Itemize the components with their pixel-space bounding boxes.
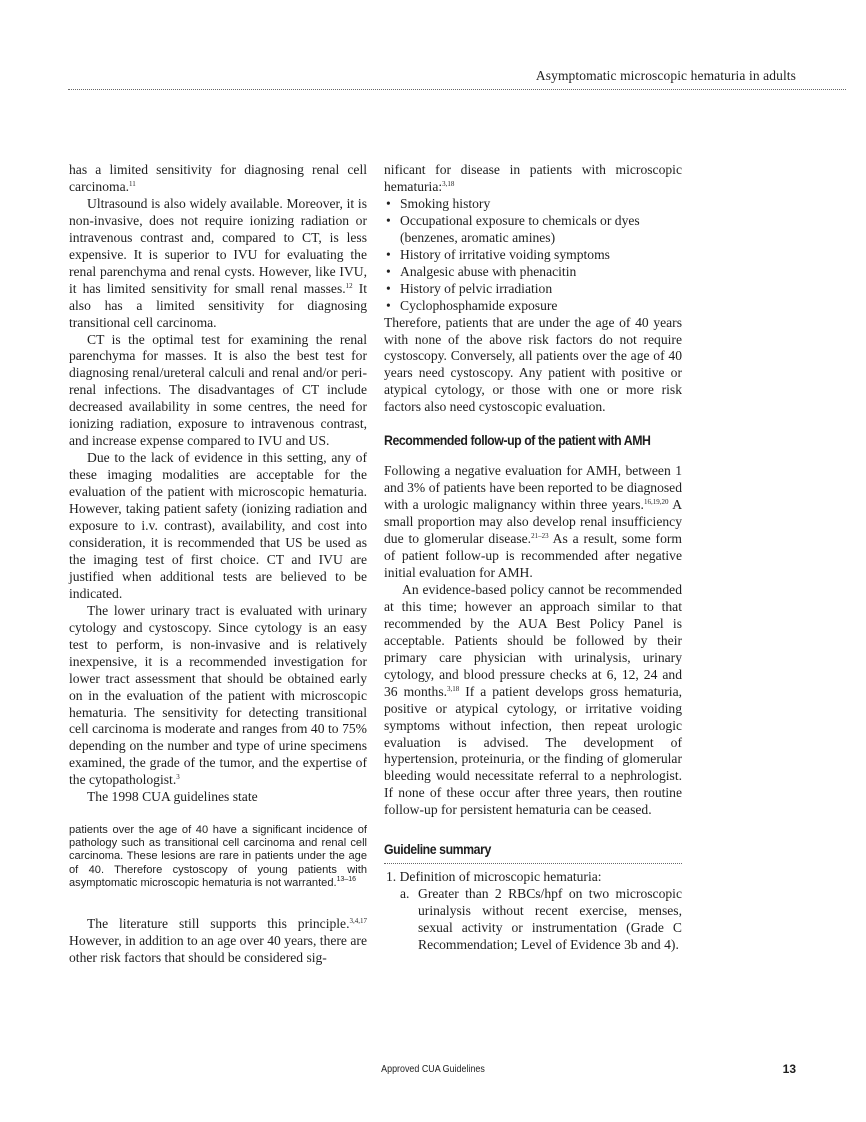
text: An evidence-based policy cannot be recommended at this time; however an approach similar to that recommended by the AUA Best Policy Panel is acceptable. Patients should be followed by their primary care physician with urinalysis, urinary cytology, and blood pressure checks at 6, 12, 24 and 36 months. bbox=[384, 581, 682, 699]
citation: 13–16 bbox=[336, 875, 357, 883]
paragraph bbox=[384, 162, 682, 196]
paragraph bbox=[384, 582, 682, 819]
running-title: Asymptomatic microscopic hematuria in adults bbox=[535, 68, 796, 83]
left-column bbox=[69, 162, 367, 967]
quote-text: patients over the age of 40 have a significant incidence of pathology such as transitional cell carcinoma and renal cell carcinoma. These lesions are rare in patients under the age of 40. Therefore cystoscopy of young patients with asymptomatic microscopic hematuria is not warranted. bbox=[69, 824, 367, 889]
bullet-icon: • bbox=[386, 246, 391, 262]
text: Following a negative evaluation for AMH, between 1 and 3% of patients have been reported to be diagnosed with a urologic malignancy within three years. bbox=[384, 463, 682, 513]
page-number: 13 bbox=[782, 1062, 796, 1076]
paragraph bbox=[69, 603, 367, 789]
list-item-text: Smoking history bbox=[400, 195, 491, 211]
section-heading-summary: Guideline summary bbox=[384, 841, 491, 858]
paragraph: The 1998 CUA guidelines state bbox=[87, 789, 258, 805]
paragraph bbox=[69, 916, 367, 967]
citation: 11 bbox=[129, 179, 136, 188]
list-item bbox=[384, 298, 682, 315]
citation: 12 bbox=[345, 281, 353, 290]
list-item bbox=[384, 247, 682, 264]
bullet-icon: • bbox=[386, 280, 391, 296]
text: A small proportion may also develop renal insufficiency due to glomerular disease. bbox=[384, 497, 683, 547]
text: has a limited sensitivity for diagnosing renal cell carcinoma. bbox=[69, 162, 367, 194]
text: nificant for disease in patients with microscopic hematuria: bbox=[384, 162, 682, 194]
section-heading-followup: Recommended follow-up of the patient with AMH bbox=[384, 432, 651, 449]
bullet-icon: • bbox=[386, 195, 391, 211]
text: The literature still supports this principle. bbox=[87, 915, 350, 931]
summary-subitem bbox=[384, 886, 682, 954]
text: However, in addition to an age over 40 years, there are other risk factors that should be considered sig- bbox=[69, 932, 367, 965]
citation: 3,4,17 bbox=[349, 916, 367, 925]
summary-rule bbox=[384, 863, 682, 864]
list-item bbox=[384, 213, 682, 247]
list-item-text: Occupational exposure to chemicals or dyes (benzenes, aromatic amines) bbox=[400, 212, 640, 245]
paragraph bbox=[69, 162, 367, 196]
block-quote bbox=[69, 824, 367, 889]
header-rule bbox=[68, 89, 846, 90]
paragraph: Therefore, patients that are under the age of 40 years with none of the above risk factors do not require cystoscopy. Conversely, all patients over the age of 40 years need cystoscopy. Any patient with positive or atypical cytology, or those with one or more risk factors also need cystoscopic evaluation. bbox=[384, 314, 682, 415]
text: Ultrasound is also widely available. Moreover, it is non-invasive, does not require ionizing radiation or intravenous contrast and, compared to CT, is less expensive. It is superior to IVU for evaluating the renal parenchyma and renal cysts. However, like IVU, it has limited sensitivity for small renal masses. bbox=[69, 195, 367, 296]
bullet-icon: • bbox=[386, 263, 391, 279]
citation: 16,19,20 bbox=[643, 498, 669, 507]
summary-list bbox=[384, 869, 682, 954]
summary-item: 1. Definition of microscopic hematuria: bbox=[386, 869, 602, 885]
footer-title: Approved CUA Guidelines bbox=[381, 1063, 485, 1075]
risk-factor-list bbox=[384, 196, 682, 315]
text: The lower urinary tract is evaluated with urinary cytology and cystoscopy. Since cytology is an easy test to perform, is non-invasive and is relatively inexpensive, it is a recommended investigation for lower tract assessment that should be obtained early on in the evaluation of the patient with microscopic hematuria. The sensitivity for detecting transitional cell carcinoma is moderate and ranges from 40 to 75% depending on the number and type of urine specimens examined, the grade of the tumor, and the expertise of the cytopathologist. bbox=[69, 602, 367, 788]
subitem-letter: a. bbox=[400, 886, 410, 902]
list-item-text: Cyclophosphamide exposure bbox=[400, 297, 558, 313]
citation: 21–23 bbox=[531, 532, 549, 541]
list-item bbox=[384, 196, 682, 213]
bullet-icon: • bbox=[386, 297, 391, 313]
list-item-text: Analgesic abuse with phenacitin bbox=[400, 263, 577, 279]
citation: 3,18 bbox=[442, 179, 455, 188]
citation: 3,18 bbox=[447, 684, 460, 693]
citation: 3 bbox=[176, 773, 180, 782]
list-item-text: History of pelvic irradiation bbox=[400, 280, 553, 296]
right-column bbox=[384, 162, 682, 954]
text: If a patient develops gross hematuria, positive or atypical cytology, or irritative voiding symptoms without infection, then repeat urologic evaluation is advised. The development of hypertension, proteinuria, or the finding of glomerular bleeding would necessitate referral to a nephrologist. If none of these occur after three years, then routine follow-up for persistent hematuria can be ceased. bbox=[384, 683, 682, 818]
list-item bbox=[384, 281, 682, 298]
bullet-icon: • bbox=[386, 212, 391, 228]
list-item-text: History of irritative voiding symptoms bbox=[400, 246, 610, 262]
text: It also has a limited sensitivity for diagnosing transitional cell carcinoma. bbox=[69, 280, 368, 330]
list-item bbox=[384, 264, 682, 281]
text: As a result, some form of patient follow-up is recommended after negative initial evaluation for AMH. bbox=[384, 531, 682, 580]
subitem-text: Greater than 2 RBCs/hpf on two microscopic urinalysis without recent exercise, menses, sexual activity or instrumentation (Grade C Recommendation; Level of Evidence 3b and 4). bbox=[418, 886, 682, 953]
paragraph: Due to the lack of evidence in this setting, any of these imaging modalities are acceptable for the evaluation of the patient with microscopic hematuria. However, taking patient safety (ionizing radiation and exposure to i.v. contrast), availability, and cost into consideration, it is recommended that US be used as the imaging test of first choice. CT and IVU are justified when additional tests are believed to be indicated. bbox=[69, 450, 367, 601]
paragraph bbox=[384, 463, 682, 582]
paragraph bbox=[69, 196, 367, 332]
paragraph: CT is the optimal test for examining the renal parenchyma for masses. It is also the best test for diagnosing renal/ureteral calculi and renal and/or peri-renal infections. The disadvantages of CT include decreased availability in some centres, the need for ionizing radiation, exposure to intravenous contrast, and increase expense compared to IVU and US. bbox=[69, 331, 367, 449]
